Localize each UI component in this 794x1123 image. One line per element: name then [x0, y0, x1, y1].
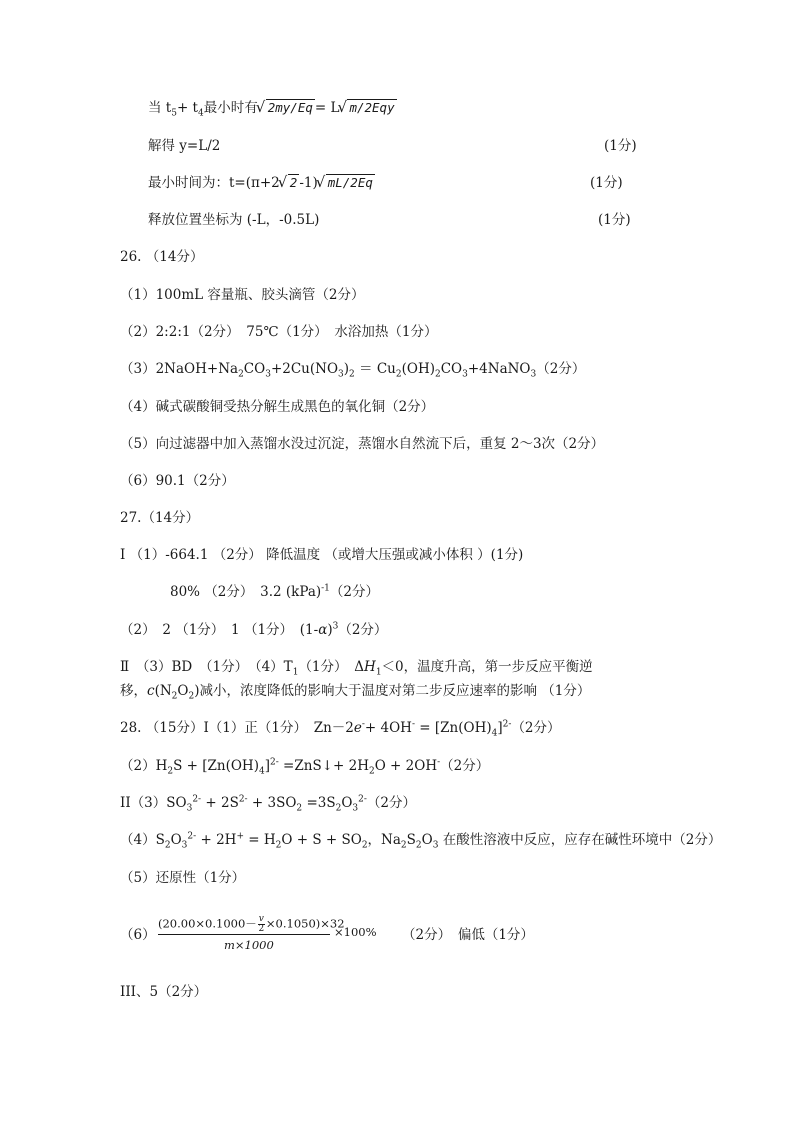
q26-answer-1: （1）100mL 容量瓶、胶头滴管（2分）: [120, 287, 365, 303]
q26-answer-4: （4）碱式碳酸铜受热分解生成黑色的氧化铜（2分）: [120, 399, 435, 415]
formula-numerator: (20.00×0.1000－ $\frac{v}{2}\times 0.1050)\times 32$: [158, 914, 345, 934]
q27-header: 27.（14分）: [120, 510, 200, 526]
score-label: (1分): [598, 212, 631, 228]
q27-answer-1b: 80% （2分） 3.2 (kPa)$^{-1}$（2分）: [170, 583, 380, 600]
q28-answer-2: $(2)H_2S + [Zn(OH)_4]^{2-}$ =ZnS↓+ $2H_2O + 2OH^-(2$分）: [120, 757, 490, 777]
q26-answer-2: （2）2:2:1（2分） 75℃（1分） 水浴加热（1分）: [120, 324, 438, 340]
formula-denominator: m×1000: [224, 938, 274, 952]
q26-answer-3: $(3)2NaOH+Na_2CO_3+2Cu(NO_3)_2$ ＝ $Cu_2(OH)_2CO_3+4NaNO_3(2$分）: [120, 361, 586, 380]
formula-multiplier: ×100%: [334, 925, 377, 939]
physics-line-2: 解得 y=L/2: [148, 138, 221, 154]
score-label: (1分): [590, 175, 623, 191]
q28-answer-3: $II(3)SO_3^{2-} + 2S^{2-} + 3SO_2 =3S_2O_3^{2-}(2$分）: [120, 794, 417, 814]
q28-answer-4: $(4)S_2O_3^{2-} + 2H^+ = H_2O + S + SO_2$，$Na_2S_2O_3$ 在酸性溶液中反应，应存在碱性环境中（2分）: [120, 831, 722, 851]
q26-answer-5: （5）向过滤器中加入蒸馏水没过沉淀，蒸馏水自然流下后，重复 2～3次（2分）: [120, 436, 605, 452]
q28-answer-1: 28. （15分）Ⅰ（1）正（1分） $Zn-2e^-+ 4OH^- = [Zn(OH)_4]^{2-}(2$分）: [120, 719, 561, 739]
q26-answer-6: （6）90.1（2分）: [120, 473, 235, 489]
score-label: (1分): [604, 138, 637, 154]
q27-answer-3b: 移，$c(N_2O_2)$减小，浓度降低的影响大于温度对第二步反应速率的影响 （1分）: [120, 683, 591, 702]
radical: √ 2: [280, 173, 300, 193]
radical: √ mL/2Eq: [318, 173, 375, 193]
q26-header: 26. （14分）: [120, 249, 204, 265]
q27-answer-3: Ⅱ （3）BD （1分） $(4)T_1(1$分） $\Delta H_1<0$，温度升高，第一步反应平衡逆: [120, 659, 593, 678]
physics-line-4: 释放位置坐标为 (-L，-0.5L): [148, 212, 320, 228]
v-over-2: $\frac{v}{2}$: [258, 914, 265, 934]
q27-answer-1: Ⅰ （1）-664.1 （2分） 降低温度 （或增大压强或减小体积 ）(1分): [120, 547, 524, 563]
q28-answer-6-score: （2分） 偏低（1分）: [402, 927, 534, 943]
q27-answer-2: （2） 2 （1分） 1 （1分） $(1-\alpha)^3(2$分）: [120, 621, 388, 638]
q28-answer-7: III、5（2分）: [120, 984, 208, 1000]
radical: √ 2my/Eq: [258, 98, 315, 118]
fraction-bar: [158, 934, 330, 935]
radical: √ m/2Eqy: [339, 98, 396, 118]
physics-line-3: 最小时间为：t=(π+2√ 2 -1)√ mL/2Eq: [148, 173, 375, 193]
q28-answer-5: （5）还原性（1分）: [120, 870, 246, 886]
physics-line-1: 当 $t_5+ t_4$最小时有√ 2my/Eq = L√ m/2Eqy: [148, 98, 397, 118]
q28-answer-6-label: （6）: [120, 927, 156, 943]
